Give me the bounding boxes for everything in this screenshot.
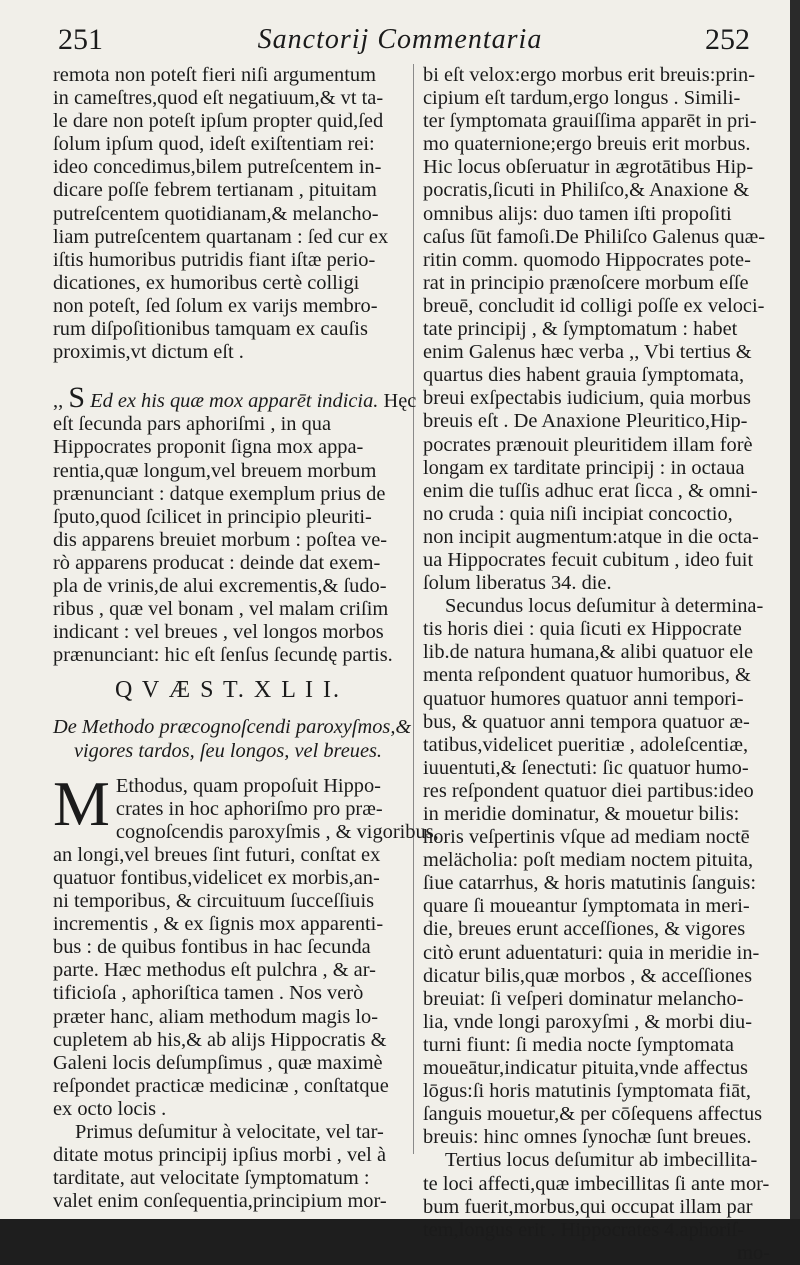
text-line: bus, & quatuor anni tempora quatuor æ- (423, 710, 750, 733)
text-line: Galeni locis deſumpſimus , quæ maximè (53, 1051, 383, 1074)
text-line: quatuor fontibus,videlicet ex morbis,an- (53, 867, 380, 889)
text-line: bi eſt velox:ergo morbus erit breuis:prin- (423, 64, 756, 86)
text-line: cipium eſt tardum,ergo longus . Simili- (423, 87, 741, 110)
text-line: dicatur bilis,quæ morbos , & acceſſiones (423, 964, 753, 987)
text-line: longam ex tarditate principij : in octaua (423, 456, 745, 479)
text-line: breui exſpectabis iudicium, quia morbus (423, 387, 751, 410)
text-line: crates in hoc aphoriſmo pro præ- (115, 797, 383, 820)
text-line: melächolia: poſt mediam noctem pituita, (423, 849, 754, 872)
text-line: remota non poteſt fieri niſi argumentum (53, 64, 376, 86)
text-line: reſpondet practicæ medicinæ , conſtatque (53, 1074, 389, 1097)
page-edge-shadow (790, 0, 800, 1219)
text-line: le dare non poteſt ipſum propter quid,ſed (53, 110, 384, 133)
text-line: ſanguis mouetur,& per cōſequens affectus (423, 1103, 763, 1126)
text-line: dicare poſſe febrem tertianam , pituitam (53, 179, 377, 202)
text-line: ni temporibus, & circuituum ſucceſſiuis (53, 890, 375, 913)
text-line: prænunciant: hic eſt ſenſus ſecundę partis. (53, 644, 393, 667)
text-line: moueātur,indicatur pituita,vnde affectus (423, 1057, 748, 1080)
text-line: tate principij , & ſymptomatum : habet (423, 318, 738, 341)
text-line: ſolum liberatus 34. die. (423, 572, 612, 595)
text-line: die, breues erunt acceſſiones, & vigores (423, 918, 746, 941)
initial-letter: S (68, 381, 85, 415)
lemma-rest: Hęc (378, 390, 417, 413)
text-line: rat in principio prænoſcere morbum eſſe (423, 271, 749, 294)
text-line: lib.de natura humana,& alibi quatuor ele (423, 641, 754, 664)
page-number-left: 251 (58, 23, 103, 56)
text-line: parte. Hæc methodus eſt pulchra , & ar- (53, 959, 376, 982)
lemma-quotation: Ed ex his quæ mox apparēt indicia. (90, 390, 379, 413)
quote-mark: ,, (53, 390, 64, 413)
text-line: quatuor humores quatuor anni tempori- (423, 687, 744, 710)
text-line: caſus ſūt famoſi.De Philiſco Galenus quæ- (423, 225, 766, 248)
text-line (53, 381, 417, 415)
text-line: bum fuerit,morbus,qui occupat illam par (423, 1195, 753, 1218)
text-line: Tertius locus deſumitur ab imbecillita- (445, 1149, 758, 1172)
text-line: tis horis diei : quia ſicuti ex Hippocrate (423, 618, 742, 641)
text-line: lōgus:ſi horis matutinis ſymptomata fiāt, (423, 1080, 751, 1103)
text-line: non incipit augmentum:atque in die octa- (423, 525, 759, 548)
text-line: proximis,vt dictum eſt . (53, 341, 244, 364)
text-line: cognoſcendis paroxyſmis , & vigoribus, (115, 820, 439, 843)
text-line: ſolum ipſum quod, ideſt exiſtentiam rei: (53, 133, 375, 156)
paragraph-continuation (53, 64, 403, 364)
text-line: Secundus locus deſumitur à determina- (445, 595, 764, 618)
text-line: ua Hippocrates fecuit cubitum , ideo fuit (423, 548, 754, 571)
text-line: dis apparens breuiet morbum : poſtea ve- (53, 528, 388, 551)
text-line: incrementis , & ex ſignis mox apparenti- (53, 913, 384, 936)
text-line: breuiat: ſi veſperi dominatur melancho- (423, 987, 744, 1010)
text-line: putreſcentem quotidianam,& melancho- (53, 202, 379, 225)
text-line: cupletem ab his,& ab alijs Hippocratis & (53, 1028, 387, 1051)
page-number-right: 252 (705, 23, 750, 56)
text-line: in meridie dominatur, & mouetur bilis: (423, 803, 740, 825)
text-line: breuis eſt . De Anaxione Pleuritico,Hip- (423, 410, 748, 433)
text-line: enim die tuſſis adhuc erat ſicca , & omni- (423, 479, 758, 502)
text-line: liam putreſcentem quartanam : ſed cur ex (53, 225, 389, 248)
text-line: rò apparens producat : deinde dat exem- (53, 551, 381, 574)
text-line: valet enim conſequentia,principium mor- (53, 1190, 387, 1213)
primus-paragraph (53, 1121, 403, 1213)
text-line: pocratis,ſicuti in Philiſco,& Anaxione & (423, 179, 750, 202)
text-line: iſtis humoribus putridis fiant iſtæ perio- (53, 248, 376, 271)
text-line: te loci affecti,quæ imbecillitas ſi ante mor- (423, 1172, 770, 1195)
text-line: dicationes, ex humoribus certè colligi (53, 271, 360, 294)
drop-cap: M (53, 767, 110, 839)
text-line: pla de vrinis,de alui excrementis,& ſudo- (53, 574, 387, 597)
paragraph-continuation (423, 64, 770, 595)
text-line: Primus deſumitur à velocitate, vel tar- (75, 1121, 384, 1144)
text-line: ſiue catarrhus, & horis matutinis ſanguis: (423, 872, 756, 895)
tertius-paragraph (423, 1149, 770, 1264)
text-line: ex octo locis . (53, 1097, 167, 1120)
right-column (423, 64, 770, 1265)
text-line: præter hanc, aliam methodum magis lo- (53, 1005, 379, 1028)
text-line: rum diſpoſitionibus tamquam ex cauſis (53, 318, 368, 341)
text-line: pocrates prænouit pleuritidem illam forè (423, 433, 753, 456)
text-line: breuis: hinc omnes ſynochæ ſunt breues. (423, 1126, 752, 1149)
text-line: enim Galenus hæc verba ,, Vbi tertius & (423, 341, 752, 364)
text-line: lia, vnde longi paroxyſmi , & morbi diu- (423, 1010, 753, 1033)
text-line: iuuentuti,& ſenectuti: ſic quatuor humo- (423, 756, 749, 779)
text-line: ter ſymptomata grauiſſima apparēt in pri- (423, 110, 757, 133)
text-line: ditate motus principij ipſius morbi , vel à (53, 1144, 387, 1167)
text-line: ideo concedimus,bilem putreſcentem in- (53, 156, 382, 179)
text-line: breuē, concludit id colligi poſſe ex veloci- (423, 294, 765, 317)
text-line: indicant : vel breues , vel longos morbos (53, 621, 384, 644)
text-line: tem,longus erit . Hippocrates 4.aphoriſ- (423, 1218, 745, 1241)
text-line: tarditate, aut velocitate ſymptomatum : (53, 1167, 370, 1190)
running-title: Sanctorij Commentaria (257, 24, 543, 55)
secundus-paragraph (423, 595, 770, 1149)
text-line: res reſpondent quatuor diei partibus:ideo (423, 779, 754, 802)
text-line: menta reſpondent quatuor humoribus, & (423, 664, 751, 687)
text-line: non poteſt, ſed ſolum ex varijs membro- (53, 294, 378, 317)
left-column (53, 64, 439, 1213)
subtitle-line: De Methodo præcognoſcendi paroxyſmos,& (53, 716, 412, 739)
text-line: no cruda : quia niſi incipiat concoctio, (423, 502, 733, 525)
text-line: turni fiunt: ſi media nocte ſymptomata (423, 1033, 734, 1056)
text-line: eſt ſecunda pars aphoriſmi , in qua (53, 413, 332, 436)
subtitle-line: vigores tardos, ſeu longos, vel breues. (73, 739, 383, 762)
text-line: mo quaternione;ergo breuis erit morbus. (423, 133, 751, 156)
text-line: prænunciant : datque exemplum prius de (53, 482, 386, 505)
text-line: omnibus alijs: duo tamen iſti propoſiti (423, 202, 732, 225)
text-line: Hippocrates proponit ſigna mox appa- (53, 436, 364, 459)
text-line: citò erunt aduentaturi: quia in meridie in- (423, 941, 760, 964)
methodus-paragraph (53, 767, 439, 1121)
text-line: Ethodus, quam propoſuit Hippo- (115, 774, 381, 797)
text-line: rentia,quæ longum,vel breuem morbum (53, 459, 377, 482)
quaestio-heading: Q V Æ S T. X L I I. (114, 677, 341, 704)
text-line: quare ſi moueantur ſymptomata in meri- (423, 895, 750, 918)
text-line: ribus , quæ vel bonam , vel malam criſim (53, 598, 389, 621)
text-line: bus : de quibus fontibus in hac ſecunda (53, 936, 371, 959)
text-line: quartus dies habent grauia ſymptomata, (423, 364, 745, 387)
text-line: ſputo,quod ſcilicet in principio pleuriti- (53, 505, 372, 528)
text-line: ritin comm. quomodo Hippocrates pote- (423, 248, 751, 271)
text-line: an longi,vel breues ſint futuri, conſtat ex (53, 843, 381, 866)
text-line: in cameſtres,quod eſt negatiuum,& vt ta- (53, 87, 384, 110)
column-divider (413, 64, 414, 1154)
text-line: tificioſa , aphoriſtica tamen . Nos verò (53, 982, 364, 1005)
quaestio-subtitle (53, 716, 412, 762)
lemma-paragraph (53, 381, 417, 667)
text-line: tatibus,videlicet pueritiæ , adoleſcentiæ, (423, 733, 749, 756)
catchword: mo- (737, 1241, 770, 1264)
text-line: Hic locus obſeruatur in ægrotātibus Hip- (423, 156, 754, 179)
text-line: horis veſpertinis vſque ad mediam noctē (423, 826, 750, 849)
